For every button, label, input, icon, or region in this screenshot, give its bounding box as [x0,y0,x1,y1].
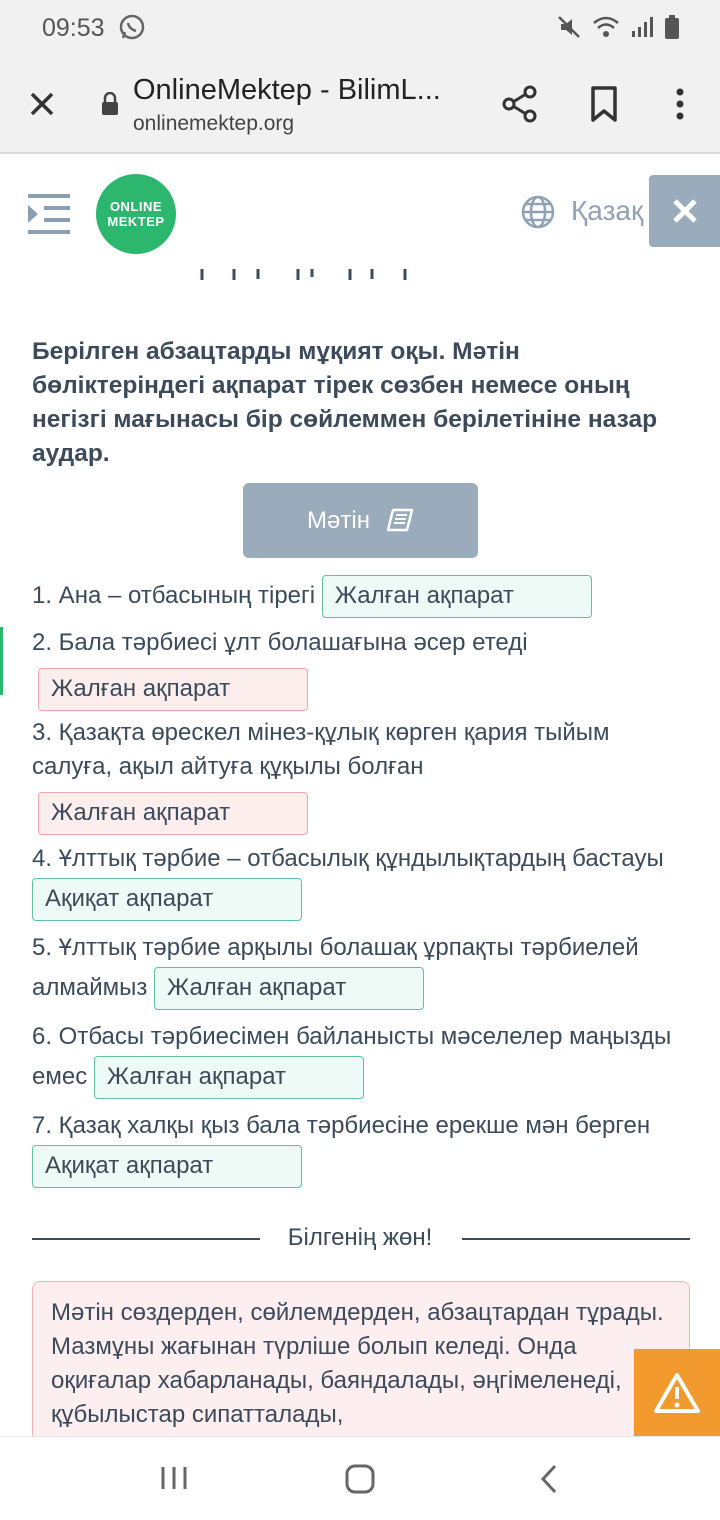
back-icon[interactable] [538,1463,560,1500]
info-box: Мәтін сөздерден, сөйлемдерден, абзацтардан тұрады. Мазмұны жағынан түрліше болып келеді. Онда оқиғалар хабарланады, баяндалады, әңгімеленеді, құбылыстар сипатталады, [32,1281,690,1451]
statement-text: 3. Қазақта өрескел мінез-құлық көрген қария тыйым салуға, ақыл айтуға құқылы болған [32,719,610,780]
statement-item [32,575,692,618]
answer-chip[interactable]: Жалған ақпарат [322,575,592,618]
whatsapp-icon [118,13,146,46]
close-icon[interactable] [24,86,60,122]
statement-item [32,840,692,921]
signal-icon [630,15,654,44]
answer-chip[interactable]: Ақиқат ақпарат [32,1145,302,1188]
scrolled-text-fragment [200,268,420,280]
active-item-marker [0,627,3,695]
statement-item [32,1018,692,1099]
more-menu-icon[interactable] [668,84,692,129]
status-time: 09:53 [42,14,105,42]
logo[interactable] [96,174,176,254]
status-bar [0,0,720,56]
logo-line2: MEKTEP [107,214,165,229]
divider-label: Білгенің жөн! [287,1224,433,1251]
answer-chip[interactable]: Жалған ақпарат [94,1056,364,1099]
statement-item [32,626,692,711]
answer-chip[interactable]: Жалған ақпарат [38,668,308,711]
wifi-icon [592,14,620,45]
statement-text: 4. Ұлттық тәрбие – отбасылық құндылықтардың бастауы [32,845,664,872]
app-header [0,154,720,274]
bookmark-icon[interactable] [588,84,620,129]
browser-toolbar [0,56,720,154]
statement-text: 5. Ұлттық тәрбие арқылы болашақ ұрпақты тәрбиелей алмаймыз [32,934,639,1001]
status-icons [556,14,680,45]
close-icon [670,196,700,226]
statement-text: 6. Отбасы тәрбиесімен байланысты мәселелер маңызды емес [32,1023,672,1090]
system-nav-bar [0,1436,720,1520]
divider-left [32,1238,260,1240]
sidebar-toggle-icon[interactable] [26,192,72,239]
globe-icon[interactable] [520,194,556,235]
text-button[interactable] [243,483,478,558]
answer-chip[interactable]: Жалған ақпарат [38,792,308,835]
recents-icon[interactable] [160,1465,188,1496]
statement-text: 2. Бала тәрбиесі ұлт болашағына әсер етеді [32,629,528,656]
answer-chip[interactable]: Жалған ақпарат [154,967,424,1010]
home-icon[interactable] [344,1463,376,1500]
close-panel-button[interactable] [649,175,720,247]
text-button-label: Мәтін [307,506,370,534]
page-title: OnlineMektep - BilimL... [133,74,441,106]
lock-icon [100,92,120,121]
battery-icon [664,14,680,45]
report-button[interactable] [634,1349,720,1436]
page-url[interactable]: onlinemektep.org [133,112,295,135]
book-icon [386,508,414,534]
statement-item [32,716,692,835]
instruction-text: Берілген абзацтарды мұқият оқы. Мәтін бөліктеріндегі ақпарат тірек сөзбен немесе оның негізгі мағынасы бір сөйлеммен берілетініне назар аудар. [32,338,658,467]
statement-text: 1. Ана – отбасының тірегі [32,581,316,609]
divider-right [462,1238,690,1240]
statement-item [32,1107,692,1188]
statement-item [32,929,692,1010]
warning-icon [653,1371,701,1415]
mute-icon [556,14,582,45]
logo-line1: ONLINE [109,199,163,214]
share-icon[interactable] [500,84,540,129]
statement-text: 7. Қазақ халқы қыз бала тәрбиесіне ерекше мән берген [32,1112,651,1139]
answer-chip[interactable]: Ақиқат ақпарат [32,878,302,921]
language-selector[interactable]: Қазақ [571,195,644,226]
